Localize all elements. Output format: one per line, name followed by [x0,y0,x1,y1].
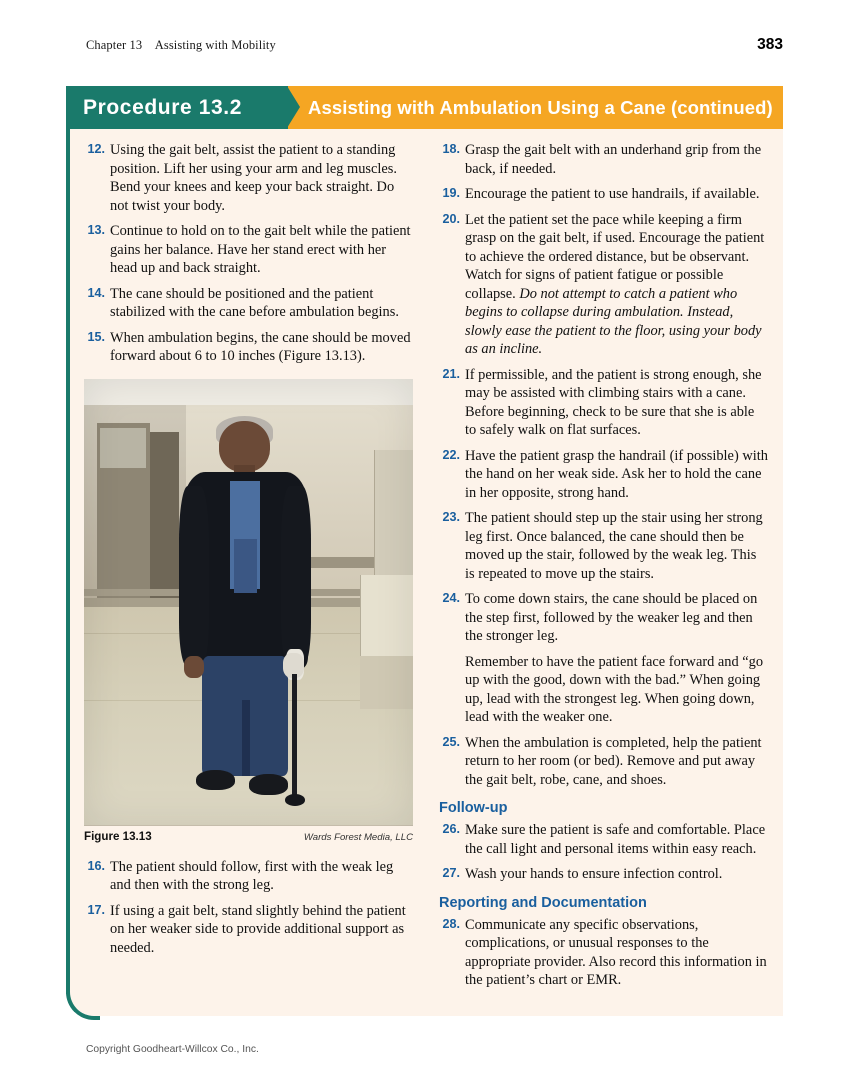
step-text: Continue to hold on to the gait belt while the patient gains her balance. Have her stand erect with her head up and back straight. [110,223,411,276]
step-text: Using the gait belt, assist the patient to a standing position. Lift her using your arm and leg muscles. Bend your knees and keep your back straight. Do not twist your body. [110,142,397,214]
steps-list-right [439,141,768,646]
steps-list-right-cont [439,734,768,790]
list-item [439,916,768,990]
steps-list-followup [439,821,768,884]
header-notch-icon [287,86,300,128]
procedure-label-box [66,86,288,129]
step-number: 13. [87,223,105,237]
list-item [439,211,768,359]
step-number: 23. [442,510,460,524]
left-column [84,141,413,997]
running-head-left [86,38,276,53]
list-item [439,509,768,583]
step-text: Encourage the patient to use handrails, if available. [465,186,760,202]
step-text: When the ambulation is completed, help the patient return to her room (or bed). Remove and put away the gait belt, robe, cane, and shoes. [465,734,762,788]
procedure-header [66,86,783,129]
step-24-continuation: Remember to have the patient face forward and “go up with the good, down with the bad.” When going up, lead with the strongest leg. When going down, lead with the weaker one. [465,653,764,725]
steps-list-reporting [439,916,768,990]
step-number: 14. [87,285,105,300]
step-text-italic: Do not attempt to catch a patient who begins to collapse during ambulation. Instead, slowly ease the patient to the floor, using your body as an incline. [465,285,762,357]
list-item [439,447,768,503]
right-column [439,141,768,997]
chapter-title: Assisting with Mobility [154,38,276,52]
list-item [439,734,768,790]
step-number: 17. [87,902,105,917]
step-number: 18. [442,142,460,156]
chapter-number: Chapter 13 [86,38,143,52]
step-text: Communicate any specific observations, complications, or unusual responses to the appropriate provider. Also record this information in the patient’s chart or EMR. [465,916,767,988]
step-number: 20. [442,211,460,226]
step-number: 25. [442,734,460,749]
steps-list-left-after-figure [84,858,413,958]
page-number: 383 [757,36,783,53]
step-number: 12. [87,142,105,156]
step-number: 26. [442,822,460,836]
step-text: Make sure the patient is safe and comfortable. Place the call light and personal items within easy reach. [465,822,766,857]
figure-image [84,379,413,826]
figure-13-13 [84,379,413,843]
panel-left-rule [66,86,70,994]
step-number: 24. [442,591,460,605]
followup-heading: Follow-up [439,800,508,816]
procedure-title-box [288,86,783,129]
step-text: Wash your hands to ensure infection control. [465,866,723,882]
list-item [84,329,413,366]
list-item [84,141,413,215]
procedure-panel [66,86,783,1026]
step-text: The cane should be positioned and the patient stabilized with the cane before ambulation begins. [110,285,399,320]
figure-credit: Wards Forest Media, LLC [303,831,413,843]
step-text: The patient should step up the stair using her strong leg first. Once balanced, the cane should then be moved up the stair, followed by the weak leg. This is repeated to move up the stairs. [465,510,763,582]
step-number: 19. [442,186,460,200]
step-number: 28. [442,916,460,931]
step-text: When ambulation begins, the cane should be moved forward about 6 to 10 inches (Figure 13.13). [110,329,411,364]
reporting-heading: Reporting and Documentation [439,894,647,911]
list-item [439,865,768,884]
step-number: 22. [442,447,460,462]
list-item [84,902,413,958]
list-item [439,366,768,440]
procedure-label: Procedure 13.2 [83,95,242,119]
step-number: 21. [442,366,460,381]
step-text: Have the patient grasp the handrail (if possible) with the hand on her weak side. Ask her to hold the cane in her opposite, strong hand. [465,447,768,501]
list-item [84,285,413,322]
list-item [439,821,768,858]
step-text: The patient should follow, first with the weak leg and then with the strong leg. [110,858,394,893]
figure-caption-row [84,830,413,843]
figure-label: Figure 13.13 [84,829,152,843]
step-number: 16. [87,858,105,873]
running-head [86,36,783,54]
step-text: Grasp the gait belt with an underhand grip from the back, if needed. [465,142,762,177]
two-column-body [84,141,768,997]
step-number: 27. [442,866,460,880]
list-item [439,141,768,178]
list-item [84,222,413,278]
step-text: Let the patient set the pace while keeping a firm grasp on the gait belt, if used. Encourage the patient to achieve the ordered distance, but be observant. Watch for signs of patient fatigue or possible collapse. [465,211,765,302]
procedure-title: Assisting with Ambulation Using a Cane (continued) [308,96,773,118]
list-item [84,858,413,895]
step-number: 15. [87,329,105,344]
list-item [439,185,768,204]
copyright-footer: Copyright Goodheart-Willcox Co., Inc. [86,1044,259,1055]
list-item [439,590,768,646]
step-text: If permissible, and the patient is strong enough, she may be assisted with climbing stairs with a cane. Before beginning, check to be sure that she is able to safely walk on flat surfaces. [465,366,762,438]
step-text: To come down stairs, the cane should be placed on the step first, followed by the weaker leg and then the stronger leg. [465,591,758,644]
steps-list-left [84,141,413,366]
step-text: If using a gait belt, stand slightly behind the patient on her weaker side to provide additional support as needed. [110,902,406,956]
